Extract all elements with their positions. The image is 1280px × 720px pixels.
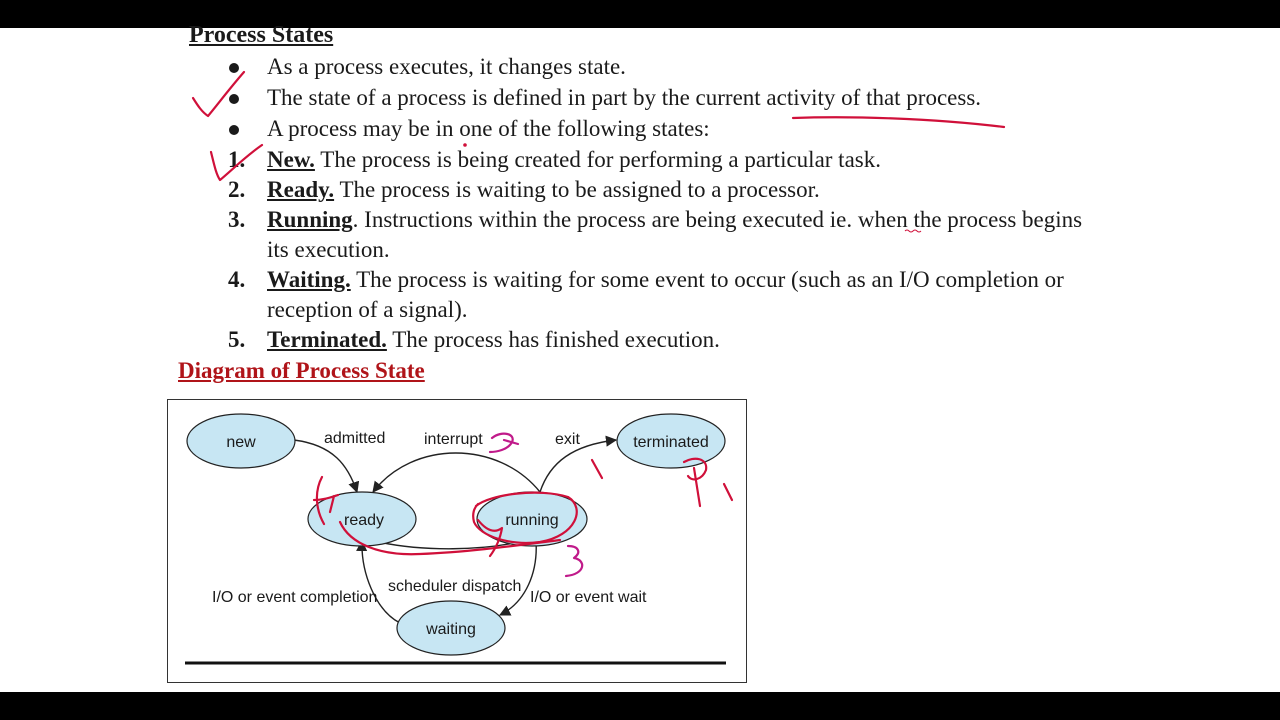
diagram-canvas bbox=[168, 400, 746, 682]
state-term: Running bbox=[267, 207, 353, 232]
state-desc: . Instructions within the process are being executed ie. when the process begins bbox=[352, 207, 1083, 232]
state-label: waiting bbox=[426, 621, 476, 638]
edge-label: I/O or event wait bbox=[530, 589, 647, 606]
edge-label: I/O or event completion bbox=[212, 589, 378, 606]
state-desc: The process has finished execution. bbox=[392, 327, 720, 352]
edge-label: scheduler dispatch bbox=[388, 578, 522, 595]
state-item-ready bbox=[267, 175, 820, 205]
list-number: 1. bbox=[228, 147, 246, 172]
list-number: 4. bbox=[228, 267, 246, 292]
state-label: running bbox=[505, 512, 559, 529]
bullet-text: A process may be in one of the following states: bbox=[267, 116, 710, 141]
edge-label: exit bbox=[555, 431, 580, 448]
bullet-dot bbox=[229, 63, 239, 73]
state-desc: The process is waiting to be assigned to a processor. bbox=[339, 177, 820, 202]
bullet-text: As a process executes, it changes state. bbox=[267, 54, 626, 79]
edge-label: admitted bbox=[324, 430, 386, 447]
state-term: Ready. bbox=[267, 177, 335, 202]
bullet-text: The state of a process is defined in part by the current activity of that process. bbox=[267, 85, 982, 110]
state-label: terminated bbox=[633, 434, 709, 451]
bullet-dot bbox=[229, 94, 239, 104]
state-term: Terminated. bbox=[267, 327, 387, 352]
edge-interrupt bbox=[373, 453, 540, 492]
state-desc-continued: its execution. bbox=[267, 237, 390, 262]
edge-label: interrupt bbox=[424, 431, 483, 448]
bottom-letterbox-bar bbox=[0, 692, 1280, 720]
list-number: 5. bbox=[228, 327, 246, 352]
state-item-terminated bbox=[267, 325, 720, 355]
state-desc: The process is being created for performing a particular task. bbox=[320, 147, 881, 172]
edge-admitted bbox=[294, 440, 357, 492]
state-item-new bbox=[267, 145, 881, 175]
state-item-waiting bbox=[267, 265, 1064, 295]
bullet-dot bbox=[229, 125, 239, 135]
state-desc-continued: reception of a signal). bbox=[267, 297, 468, 322]
list-number: 3. bbox=[228, 207, 246, 232]
diagram-heading: Diagram of Process State bbox=[178, 358, 425, 383]
page-title: Process States bbox=[189, 22, 334, 48]
state-term: New. bbox=[267, 147, 315, 172]
state-item-running bbox=[267, 205, 1082, 235]
list-number: 2. bbox=[228, 177, 246, 202]
state-label: ready bbox=[343, 512, 385, 529]
state-label: new bbox=[226, 434, 256, 451]
state-term: Waiting. bbox=[267, 267, 351, 292]
state-desc: The process is waiting for some event to occur (such as an I/O completion or bbox=[356, 267, 1064, 292]
underline-annotation bbox=[793, 117, 1004, 127]
process-state-diagram bbox=[167, 399, 747, 683]
